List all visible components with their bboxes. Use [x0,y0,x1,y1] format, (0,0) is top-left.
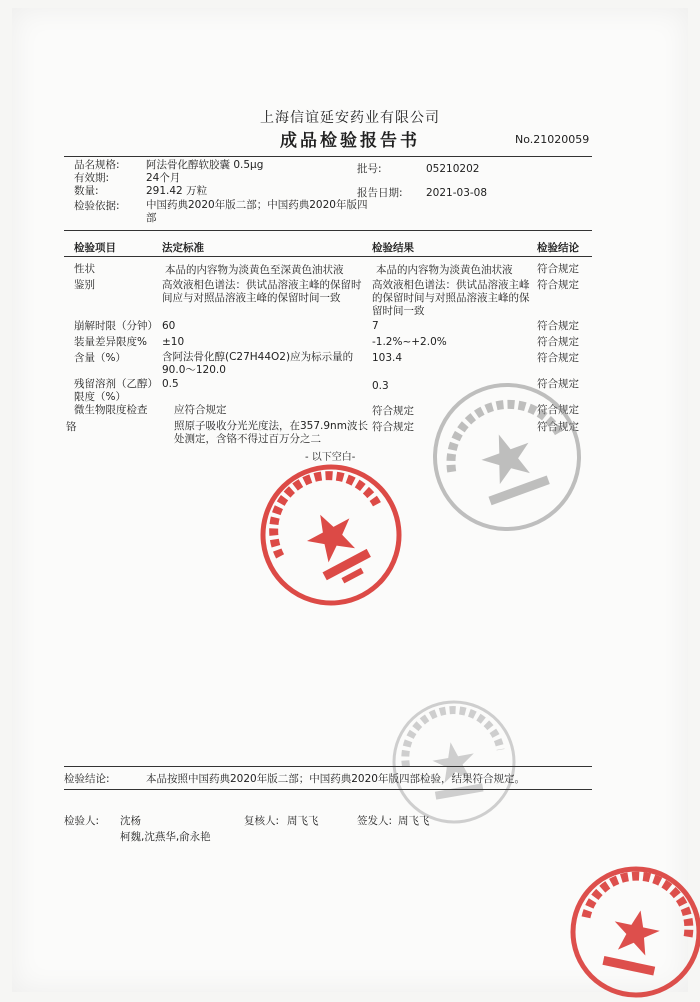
col-header-item: 检验项目 [74,242,116,254]
inspector-names-2: 柯魏,沈燕华,俞永艳 [120,831,211,843]
validity-value: 24个月 [146,172,181,184]
gray-company-seal-2 [388,696,520,828]
row-conclusion: 符合规定 [537,404,579,416]
row-item: 含量（%） [74,352,126,364]
row-standard: 照原子吸收分光光度法，在357.9nm波长处测定，含铬不得过百万分之二 [174,420,368,445]
row-standard: 高效液相色谱法：供试品溶液主峰的保留时间应与对照品溶液主峰的保留时间一致 [162,279,362,304]
row-standard: 应符合规定 [174,404,227,416]
col-header-standard: 法定标准 [162,242,204,254]
company-name: 上海信谊延安药业有限公司 [260,110,440,126]
report-number: No.21020059 [515,133,590,146]
row-conclusion: 符合规定 [537,336,579,348]
conclusion-divider-bottom [64,789,592,790]
row-item: 残留溶剂（乙醇）限度（%） [74,378,158,403]
batch-value: 05210202 [426,163,480,175]
basis-label: 检验依据: [74,200,120,212]
row-conclusion: 符合规定 [537,263,579,275]
row-standard: ±10 [162,336,185,348]
quantity-value: 291.42 万粒 [146,185,208,197]
row-conclusion: 符合规定 [537,320,579,332]
red-company-seal-2 [566,862,700,1002]
row-result: 103.4 [372,352,403,364]
reviewer-name: 周飞飞 [287,815,319,827]
row-standard: 含阿法骨化醇(C27H44O2)应为标示量的90.0～120.0 [162,351,354,376]
row-conclusion: 符合规定 [537,421,579,433]
validity-label: 有效期: [74,172,110,184]
table-header-divider [64,256,592,257]
date-value: 2021-03-08 [426,187,488,199]
quantity-label: 数量: [74,185,99,197]
row-result: 本品的内容物为淡黄色油状液 [376,264,513,276]
row-result: 符合规定 [372,405,414,417]
conclusion-text: 本品按照中国药典2020年版二部；中国药典2020年版四部检验，结果符合规定。 [146,773,525,785]
issuer-name: 周飞飞 [398,815,430,827]
row-item: 鉴别 [74,279,95,291]
date-label: 报告日期: [357,187,403,199]
basis-value: 中国药典2020年版二部；中国药典2020年版四部 [146,199,368,224]
row-conclusion: 符合规定 [537,352,579,364]
row-conclusion: 符合规定 [537,279,579,291]
product-label: 品名规格: [74,159,120,171]
row-standard: 本品的内容物为淡黄色至深黄色油状液 [165,264,344,276]
red-company-seal-1 [256,460,406,610]
info-divider [64,230,592,231]
row-conclusion: 符合规定 [537,378,579,390]
row-result: 0.3 [372,380,389,392]
conclusion-divider-top [64,766,592,767]
product-value: 阿法骨化醇软胶囊 0.5μg [146,159,264,171]
issuer-label: 签发人: [357,815,393,827]
row-item: 微生物限度检查 [74,404,148,416]
row-result: 高效液相色谱法：供试品溶液主峰的保留时间与对照品溶液主峰的保留时间一致 [372,279,530,317]
row-item: 崩解时限（分钟） [74,320,158,332]
row-result: 符合规定 [372,421,414,433]
inspector-names: 沈杨 [120,815,141,827]
header-divider [64,156,592,157]
row-item: 铬 [66,421,77,433]
col-header-result: 检验结果 [372,242,414,254]
row-item: 性状 [74,263,95,275]
batch-label: 批号: [357,163,382,175]
report-title: 成品检验报告书 [280,131,420,151]
gray-company-seal-1 [428,378,586,536]
row-result: 7 [372,320,379,332]
row-standard: 60 [162,320,176,332]
col-header-conclusion: 检验结论 [537,242,579,254]
row-result: -1.2%~+2.0% [372,336,447,348]
row-item: 装量差异限度% [74,336,147,348]
row-standard: 0.5 [162,378,179,390]
reviewer-label: 复核人: [244,815,280,827]
conclusion-label: 检验结论: [64,773,110,785]
end-note: - 以下空白- [305,452,356,463]
inspector-label: 检验人: [64,815,100,827]
